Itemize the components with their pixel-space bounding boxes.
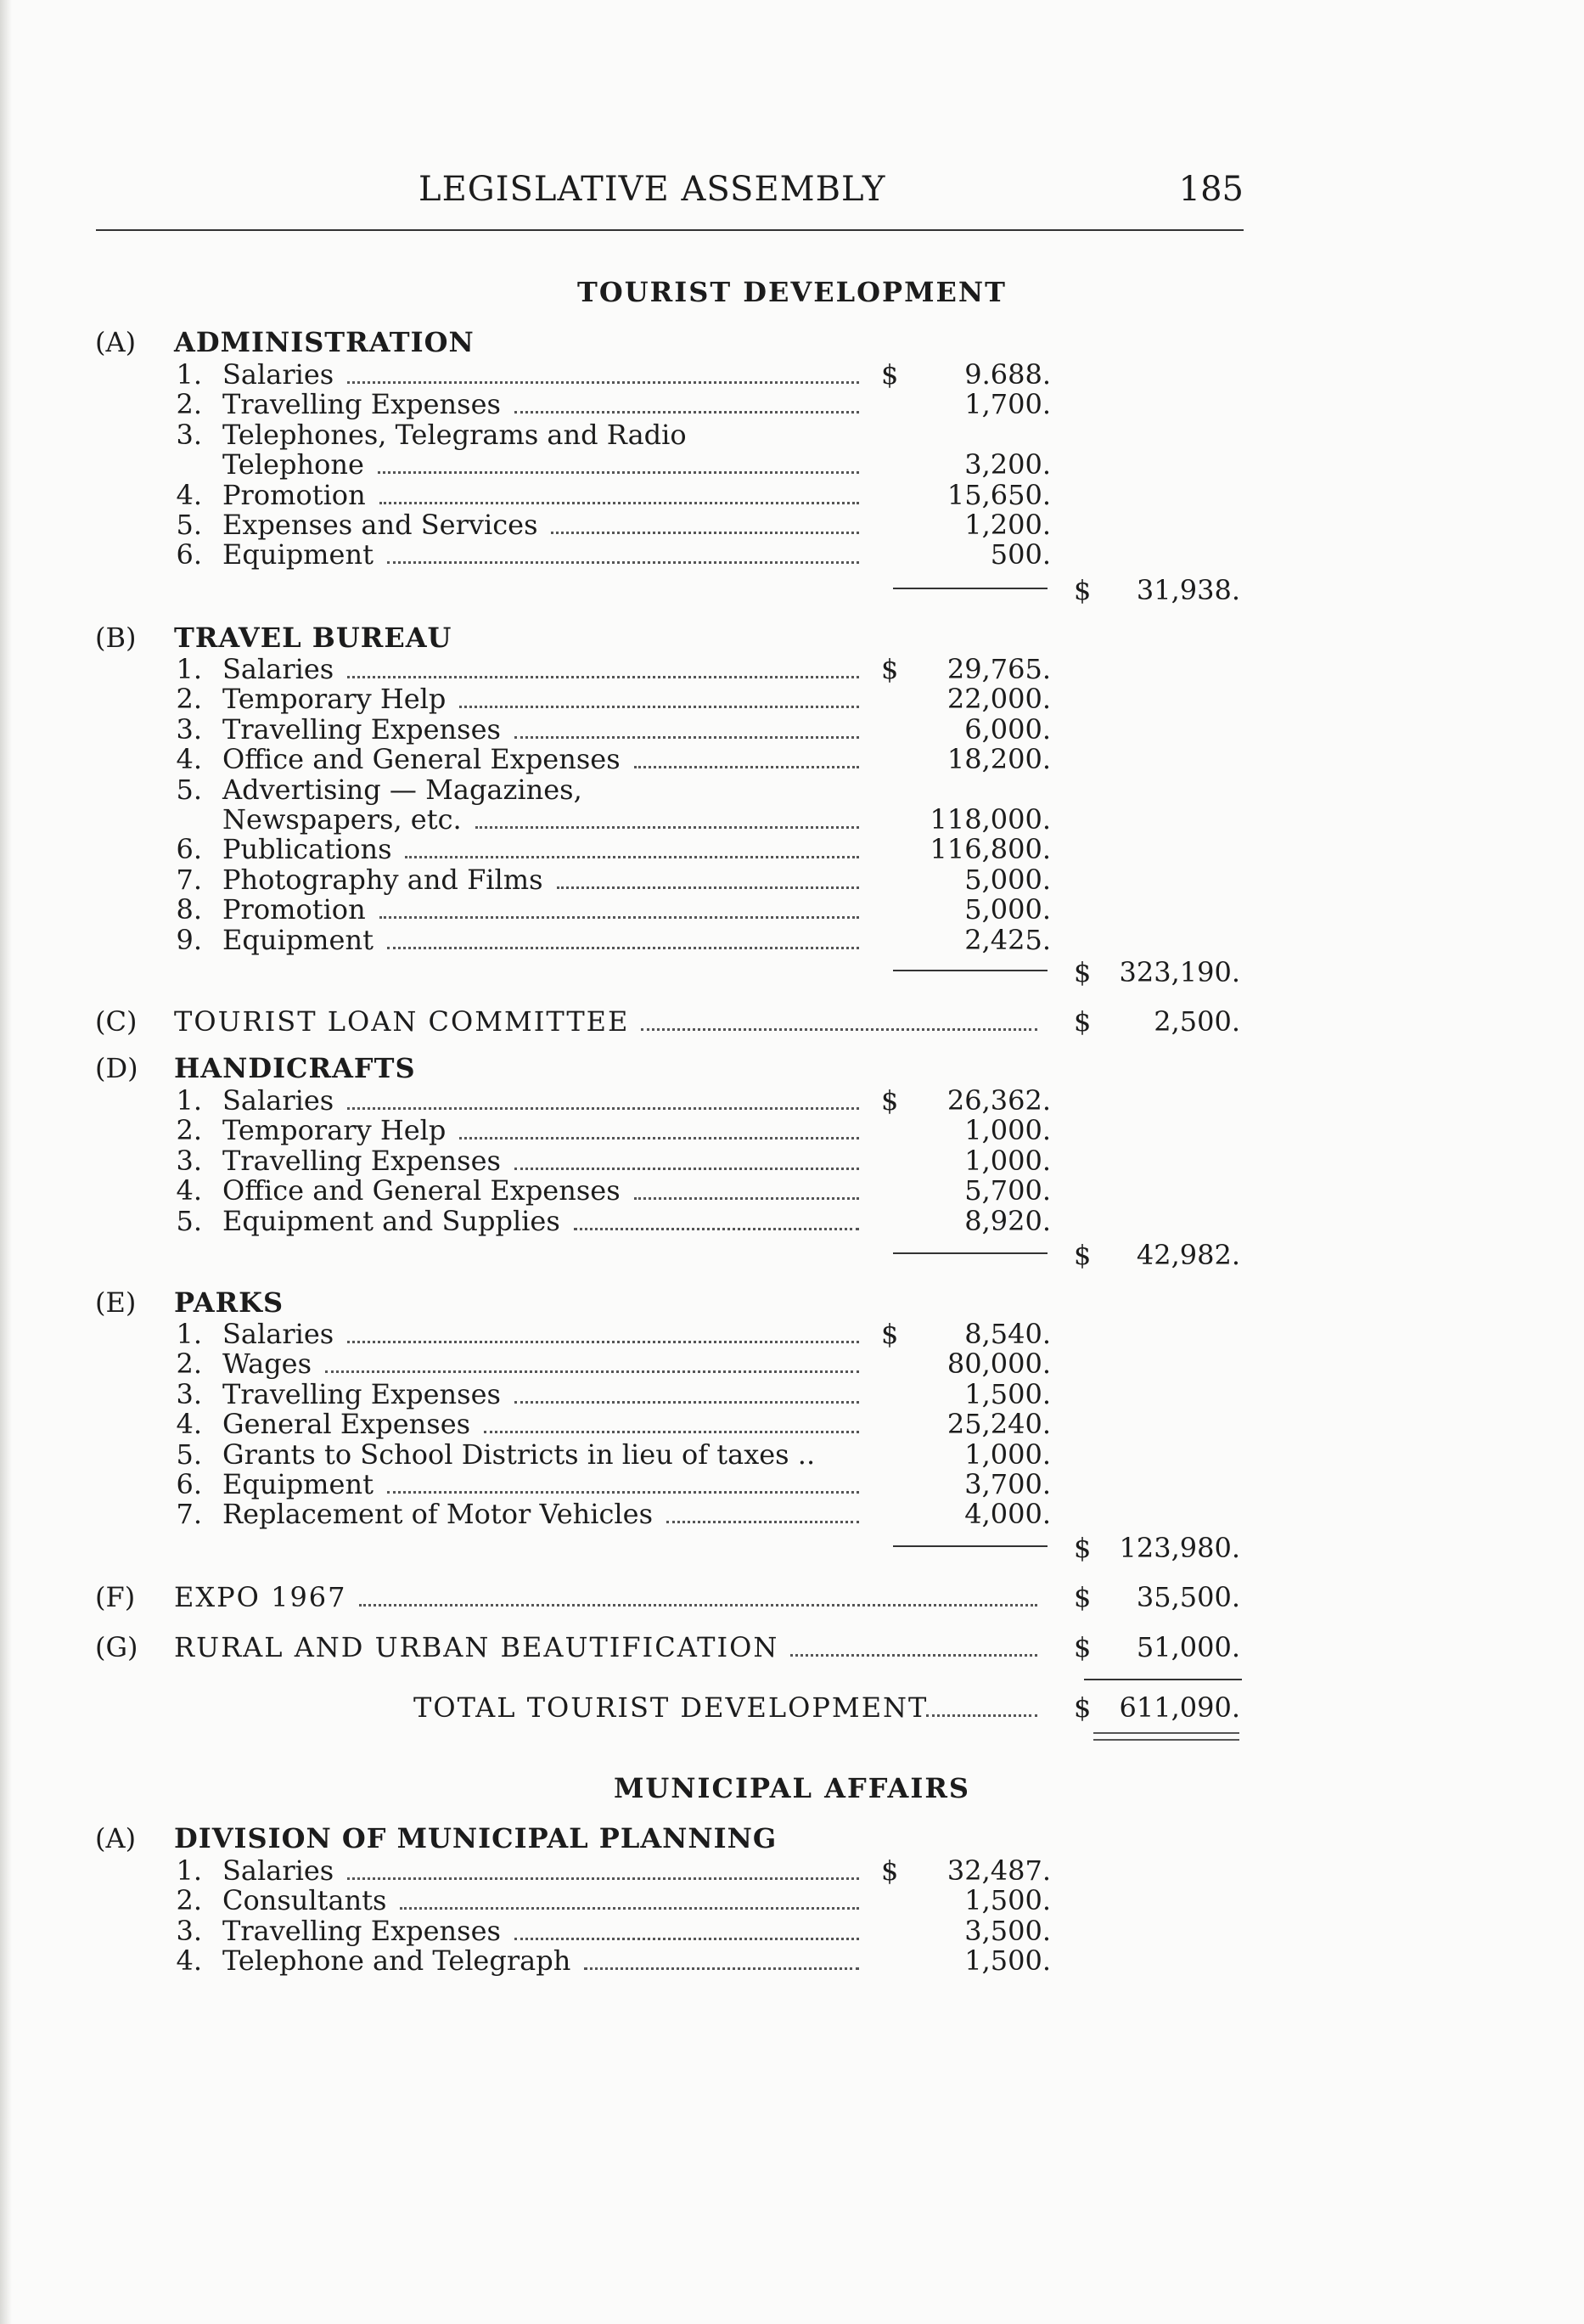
item-label: Travelling Expenses (222, 1377, 501, 1410)
section-total-row (0, 957, 1584, 988)
section-heading-row (0, 622, 1584, 653)
dot-leader (666, 1521, 859, 1523)
item-amount: 1,500. (964, 1377, 1051, 1410)
dot-leader (400, 1907, 859, 1910)
item-amount: 3,700. (964, 1468, 1051, 1500)
line-item (0, 894, 1584, 925)
single-line-section (0, 1582, 1584, 1612)
item-label: Travelling Expenses (222, 712, 501, 746)
item-amount: 5,700. (964, 1174, 1051, 1207)
section-letter: (F) (95, 1581, 136, 1613)
line-item (0, 1348, 1584, 1379)
dot-leader (387, 561, 859, 564)
dot-leader (514, 1401, 859, 1404)
item-label: Expenses and Services (222, 509, 538, 541)
item-label: Advertising — Magazines, (222, 773, 582, 806)
item-label: Photography and Films (222, 863, 543, 896)
dollar-sign: $ (1074, 1532, 1092, 1564)
dot-leader (405, 856, 859, 858)
grand-total-amount: 611,090. (1119, 1691, 1240, 1724)
line-item (0, 1206, 1584, 1236)
item-label: Office and General Expenses (222, 1174, 621, 1207)
section-heading-row (0, 327, 1584, 357)
section-heading: TRAVEL BUREAU (174, 622, 452, 654)
section-title-tourist-development: TOURIST DEVELOPMENT (577, 276, 1007, 308)
section-heading: DIVISION OF MUNICIPAL PLANNING (174, 1822, 778, 1854)
line-item (0, 1855, 1584, 1886)
item-amount: 22,000. (946, 683, 1051, 716)
item-amount: 18,200. (946, 743, 1051, 776)
line-item (0, 774, 1584, 805)
item-label: Telephones, Telegrams and Radio (222, 418, 687, 451)
section-letter: (D) (95, 1052, 138, 1084)
item-amount: 5,000. (964, 863, 1051, 896)
item-amount: 6,000. (964, 712, 1051, 746)
line-item (0, 1885, 1584, 1916)
section-total: 35,500. (1136, 1581, 1240, 1613)
section-heading: HANDICRAFTS (174, 1052, 416, 1084)
item-number: 2. (176, 1114, 202, 1147)
item-number: 9. (176, 923, 202, 956)
line-item (0, 1499, 1584, 1529)
double-underline (1093, 1732, 1239, 1741)
item-number: 2. (176, 388, 202, 421)
line-item (0, 744, 1584, 774)
section-heading: ADMINISTRATION (174, 326, 475, 358)
dot-leader (514, 1938, 859, 1940)
section-heading: PARKS (174, 1286, 284, 1319)
line-item (0, 864, 1584, 895)
dot-leader (641, 1028, 1037, 1031)
item-amount: 500. (990, 538, 1051, 571)
item-label: Wages (222, 1348, 312, 1381)
item-number: 4. (176, 1174, 202, 1207)
line-item (0, 925, 1584, 955)
line-item (0, 1085, 1584, 1116)
item-label: Salaries (222, 1318, 334, 1350)
line-item (0, 1945, 1584, 1976)
item-amount: 1,000. (964, 1438, 1051, 1471)
item-label: Equipment and Supplies (222, 1204, 560, 1237)
dot-leader (514, 736, 859, 739)
item-label: Consultants (222, 1884, 387, 1917)
item-number: 5. (176, 773, 202, 806)
line-item (0, 1115, 1584, 1145)
line-item-continuation (0, 449, 1584, 480)
dot-leader (484, 1431, 859, 1433)
item-label-continued: Telephone (222, 448, 364, 481)
dot-leader (514, 1168, 859, 1170)
item-number: 5. (176, 1204, 202, 1237)
item-label: Office and General Expenses (222, 743, 621, 776)
section-heading: EXPO 1967 (174, 1581, 347, 1613)
dot-leader (347, 1341, 859, 1343)
grand-total-rule (1084, 1679, 1242, 1680)
line-item-continuation (0, 804, 1584, 835)
dot-leader (459, 1137, 859, 1139)
grand-total-label: TOTAL TOURIST DEVELOPMENT (413, 1691, 929, 1724)
section-total: 323,190. (1119, 956, 1240, 988)
item-amount: 2,425. (964, 923, 1051, 956)
item-amount: 26,362. (946, 1084, 1051, 1117)
item-amount: 3,200. (964, 448, 1051, 481)
dot-leader (790, 1654, 1037, 1657)
item-label: General Expenses (222, 1408, 471, 1441)
dot-leader (634, 1197, 859, 1200)
line-item (0, 539, 1584, 570)
section-heading-row (0, 1823, 1584, 1854)
dot-leader (574, 1228, 859, 1230)
dot-leader (379, 502, 859, 504)
item-amount: 29,765. (946, 653, 1051, 685)
dollar-sign: $ (1074, 1581, 1092, 1613)
item-number: 5. (176, 509, 202, 541)
item-label: Travelling Expenses (222, 1914, 501, 1947)
line-item (0, 419, 1584, 450)
section-total: 51,000. (1136, 1631, 1240, 1663)
item-number: 4. (176, 1408, 202, 1441)
dot-leader (459, 706, 859, 708)
line-item (0, 359, 1584, 390)
line-item (0, 1145, 1584, 1176)
item-number: 3. (176, 1377, 202, 1410)
item-label: Replacement of Motor Vehicles (222, 1498, 653, 1531)
item-number: 6. (176, 538, 202, 571)
dot-leader (359, 1604, 1037, 1607)
section-total: 123,980. (1119, 1532, 1240, 1564)
item-number: 8. (176, 893, 202, 926)
section-letter: (A) (95, 326, 137, 358)
line-item (0, 714, 1584, 745)
dollar-sign: $ (881, 653, 899, 685)
item-amount: 3,500. (964, 1914, 1051, 1947)
item-amount: 1,000. (964, 1144, 1051, 1177)
line-item (0, 389, 1584, 419)
item-number: 3. (176, 1914, 202, 1947)
item-number: 6. (176, 833, 202, 866)
dollar-sign: $ (1074, 1239, 1092, 1271)
line-item (0, 1175, 1584, 1206)
section-total: 2,500. (1154, 1005, 1240, 1038)
item-amount: 4,000. (964, 1498, 1051, 1531)
section-total: 31,938. (1136, 574, 1240, 606)
item-amount: 9.688. (964, 358, 1051, 391)
dot-leader (378, 471, 859, 474)
dot-leader (347, 1877, 859, 1880)
dot-leader (557, 886, 859, 889)
section-heading-row (0, 1053, 1584, 1083)
line-item (0, 509, 1584, 540)
line-item (0, 1439, 1584, 1470)
item-amount: 116,800. (930, 833, 1051, 866)
item-label: Equipment (222, 923, 374, 956)
dot-leader (347, 676, 859, 678)
item-number: 2. (176, 1884, 202, 1917)
item-amount: 1,700. (964, 388, 1051, 421)
item-number: 7. (176, 1498, 202, 1531)
item-label-continued: Newspapers, etc. (222, 803, 462, 836)
dot-leader (347, 381, 859, 384)
header-rule (96, 229, 1244, 231)
dot-leader (475, 826, 859, 829)
dot-leader (551, 532, 859, 534)
section-heading: TOURIST LOAN COMMITTEE (174, 1005, 630, 1038)
item-number: 2. (176, 1348, 202, 1381)
item-amount: 8,540. (964, 1318, 1051, 1350)
item-amount: 1,000. (964, 1114, 1051, 1147)
line-item (0, 834, 1584, 864)
item-label: Promotion (222, 893, 366, 926)
item-number: 1. (176, 358, 202, 391)
item-label: Telephone and Telegraph (222, 1944, 571, 1978)
item-amount: 1,500. (964, 1884, 1051, 1917)
section-heading-row (0, 1287, 1584, 1318)
item-label: Travelling Expenses (222, 388, 501, 421)
item-label: Travelling Expenses (222, 1144, 501, 1177)
line-item (0, 480, 1584, 510)
item-number: 3. (176, 1144, 202, 1177)
item-amount: 1,200. (964, 509, 1051, 541)
item-number: 7. (176, 863, 202, 896)
item-label: Promotion (222, 478, 366, 511)
item-amount: 25,240. (946, 1408, 1051, 1441)
item-amount: 5,000. (964, 893, 1051, 926)
item-label: Equipment (222, 538, 374, 571)
dollar-sign: $ (1074, 1691, 1092, 1724)
section-title-municipal-affairs: MUNICIPAL AFFAIRS (613, 1772, 971, 1804)
item-label: Salaries (222, 358, 334, 391)
section-heading: RURAL AND URBAN BEAUTIFICATION (174, 1631, 779, 1663)
item-number: 1. (176, 653, 202, 685)
item-number: 3. (176, 712, 202, 746)
section-letter: (B) (95, 622, 137, 654)
item-amount: 32,487. (946, 1854, 1051, 1887)
dot-leader (926, 1714, 1037, 1717)
item-number: 5. (176, 1438, 202, 1471)
dollar-sign: $ (881, 1854, 899, 1887)
item-number: 1. (176, 1854, 202, 1887)
item-label: Salaries (222, 1854, 334, 1887)
dot-leader (387, 947, 859, 949)
section-total: 42,982. (1136, 1239, 1240, 1271)
dollar-sign: $ (881, 1084, 899, 1117)
single-line-section (0, 1632, 1584, 1663)
item-label: Publications (222, 833, 392, 866)
item-number: 1. (176, 1318, 202, 1350)
item-number: 4. (176, 743, 202, 776)
section-letter: (A) (95, 1822, 137, 1854)
dollar-sign: $ (1074, 574, 1092, 606)
grand-total-row (0, 1692, 1584, 1723)
item-amount: 1,500. (964, 1944, 1051, 1978)
line-item (0, 1319, 1584, 1349)
line-item (0, 684, 1584, 714)
item-number: 4. (176, 478, 202, 511)
item-number: 2. (176, 683, 202, 716)
section-total-row (0, 1240, 1584, 1270)
item-label: Temporary Help (222, 1114, 447, 1147)
item-amount: 80,000. (946, 1348, 1051, 1381)
dot-leader (634, 766, 859, 768)
dollar-sign: $ (881, 358, 899, 391)
page-header (96, 170, 1244, 231)
item-number: 1. (176, 1084, 202, 1117)
item-number: 3. (176, 418, 202, 451)
line-item (0, 1469, 1584, 1500)
page-number: 185 (1178, 170, 1244, 209)
dollar-sign: $ (881, 1318, 899, 1350)
dot-leader (514, 411, 859, 414)
dot-leader (584, 1967, 859, 1970)
item-label: Salaries (222, 1084, 334, 1117)
section-letter: (G) (95, 1631, 138, 1663)
dot-leader (347, 1107, 859, 1110)
line-item (0, 1409, 1584, 1439)
item-label: Salaries (222, 653, 334, 685)
line-item (0, 1916, 1584, 1946)
item-label: Equipment (222, 1468, 374, 1500)
dot-leader (325, 1370, 859, 1373)
dot-leader (379, 916, 859, 919)
section-letter: (C) (95, 1005, 138, 1038)
section-letter: (E) (95, 1286, 137, 1319)
dot-leader (387, 1491, 859, 1494)
section-total-row (0, 1533, 1584, 1563)
item-number: 4. (176, 1944, 202, 1978)
dollar-sign: $ (1074, 1005, 1092, 1038)
single-line-section (0, 1006, 1584, 1037)
running-title: LEGISLATIVE ASSEMBLY (418, 170, 886, 209)
item-amount: 8,920. (964, 1204, 1051, 1237)
dollar-sign: $ (1074, 1631, 1092, 1663)
section-total-row (0, 575, 1584, 605)
item-amount: 118,000. (930, 803, 1051, 836)
dollar-sign: $ (1074, 956, 1092, 988)
item-amount: 15,650. (946, 478, 1051, 511)
item-label: Temporary Help (222, 683, 447, 716)
item-number: 6. (176, 1468, 202, 1500)
line-item (0, 1379, 1584, 1410)
line-item (0, 654, 1584, 684)
item-label: Grants to School Districts in lieu of taxes .. (222, 1438, 816, 1471)
